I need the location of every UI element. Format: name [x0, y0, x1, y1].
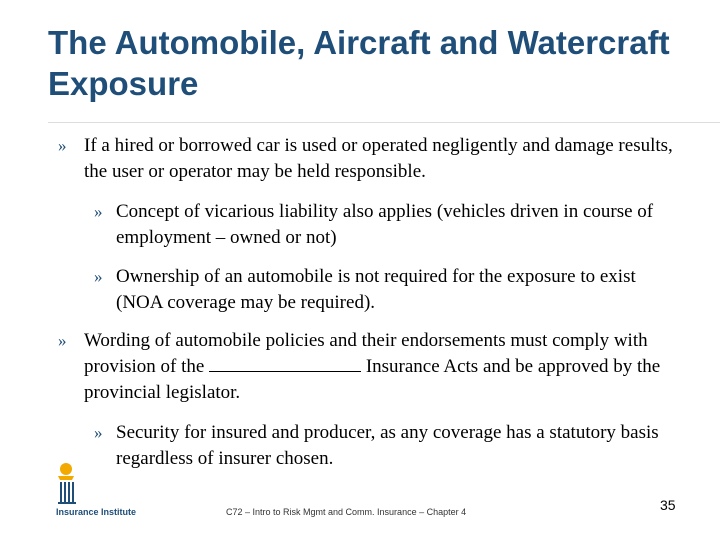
bullet-text-after-blank: Insurance Acts and be approved by the provincial legislator. — [84, 356, 661, 403]
bullet-text-before-blank: Wording of automobile policies and their endorsements must comply with provision of the — [84, 330, 648, 377]
bullet-text: If a hired or borrowed car is used or operated negligently and damage results, the user or operator may be held responsible. — [84, 135, 673, 182]
bullet-marker-icon: » — [94, 267, 103, 286]
bullet-marker-icon: » — [58, 331, 67, 350]
bullet-text: Security for insured and producer, as any coverage has a statutory basis regardless of insurer chosen. — [116, 422, 659, 469]
bullet-marker-icon: » — [58, 136, 67, 155]
bullet-marker-icon: » — [94, 202, 103, 221]
bullet-text — [58, 328, 678, 406]
page-number: 35 — [660, 497, 676, 513]
bullet-level1 — [58, 328, 678, 406]
slide-title: The Automobile, Aircraft and Watercraft Exposure — [48, 24, 670, 102]
bullet-level2 — [94, 199, 684, 251]
fill-in-blank — [209, 355, 361, 372]
bullet-text: Concept of vicarious liability also applies (vehicles driven in course of employment – owned or not) — [116, 201, 654, 248]
bullet-level2 — [94, 264, 684, 316]
slide-footer: C72 – Intro to Risk Mgmt and Comm. Insurance – Chapter 4 — [226, 507, 467, 517]
logo-label: Insurance Institute — [56, 507, 137, 517]
bullet-level1 — [58, 133, 678, 185]
bullet-level2 — [94, 420, 684, 472]
bullet-marker-icon: » — [94, 423, 103, 442]
bullet-text: Ownership of an automobile is not required for the exposure to exist (NOA coverage may be required). — [116, 266, 636, 313]
title-divider — [48, 122, 720, 123]
